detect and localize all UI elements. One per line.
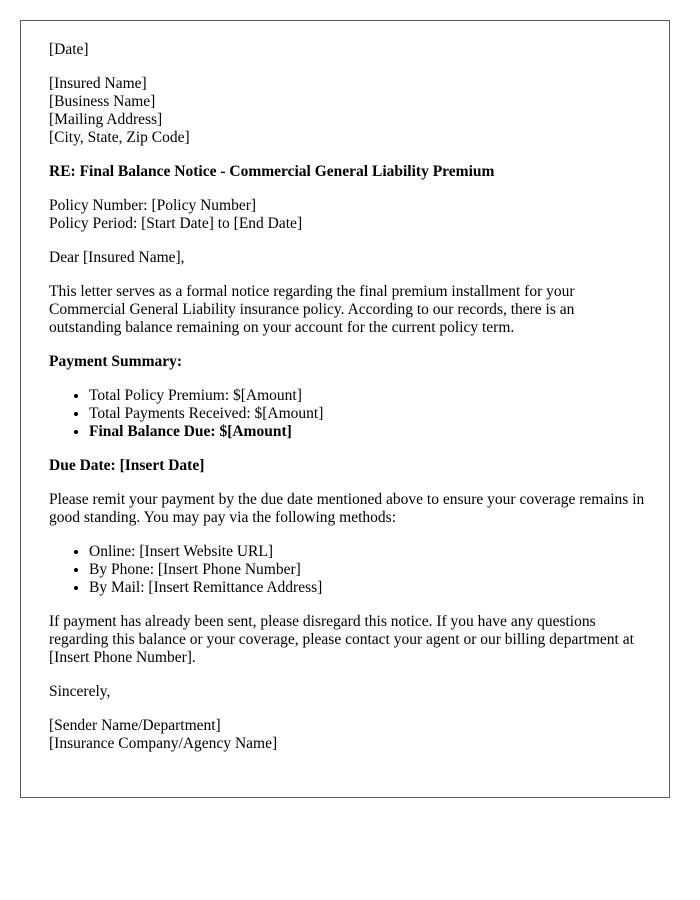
- closing-paragraph: If payment has already been sent, please disregard this notice. If you have any questions regarding this balance or your coverage, please contact your agent or our billing department at [Insert Phone Number].: [49, 613, 634, 666]
- signoff: Sincerely,: [49, 683, 111, 700]
- letter-container: [20, 20, 670, 798]
- salutation: Dear [Insured Name],: [49, 249, 185, 266]
- list-item: • Online: [Insert Website URL]: [89, 543, 649, 561]
- remit-paragraph: Please remit your payment by the due date mentioned above to ensure your coverage remains in good standing. You may pay via the following methods:: [49, 491, 645, 526]
- sender-company: [Insurance Company/Agency Name]: [49, 735, 278, 752]
- policy-info: [49, 197, 649, 233]
- due-date: Due Date: [Insert Date]: [49, 457, 205, 474]
- policy-period: Policy Period: [Start Date] to [End Date]: [49, 215, 303, 232]
- intro-paragraph: This letter serves as a formal notice regarding the final premium installment for your Commercial General Liability insurance policy. According to our records, there is an outstanding balance remaining on your account for the current policy term.: [49, 283, 575, 336]
- list-item: • Total Policy Premium: $[Amount]: [89, 387, 649, 405]
- letter-date: [Date]: [49, 41, 89, 58]
- sender-name: [Sender Name/Department]: [49, 717, 221, 734]
- sender-block: [49, 717, 649, 753]
- recipient-business-name: [Business Name]: [49, 93, 156, 110]
- payment-summary-list: [49, 387, 649, 441]
- recipient-city-state-zip: [City, State, Zip Code]: [49, 129, 190, 146]
- list-item: • By Phone: [Insert Phone Number]: [89, 561, 649, 579]
- recipient-insured-name: [Insured Name]: [49, 75, 147, 92]
- policy-number: Policy Number: [Policy Number]: [49, 197, 257, 214]
- recipient-address: [49, 75, 649, 147]
- list-item: • Total Payments Received: $[Amount]: [89, 405, 649, 423]
- final-balance-item: • Final Balance Due: $[Amount]: [89, 423, 649, 441]
- payment-methods-list: [49, 543, 649, 597]
- payment-summary-heading: Payment Summary:: [49, 353, 183, 370]
- subject-line: RE: Final Balance Notice - Commercial General Liability Premium: [49, 163, 495, 180]
- recipient-mailing-address: [Mailing Address]: [49, 111, 163, 128]
- list-item: • By Mail: [Insert Remittance Address]: [89, 579, 649, 597]
